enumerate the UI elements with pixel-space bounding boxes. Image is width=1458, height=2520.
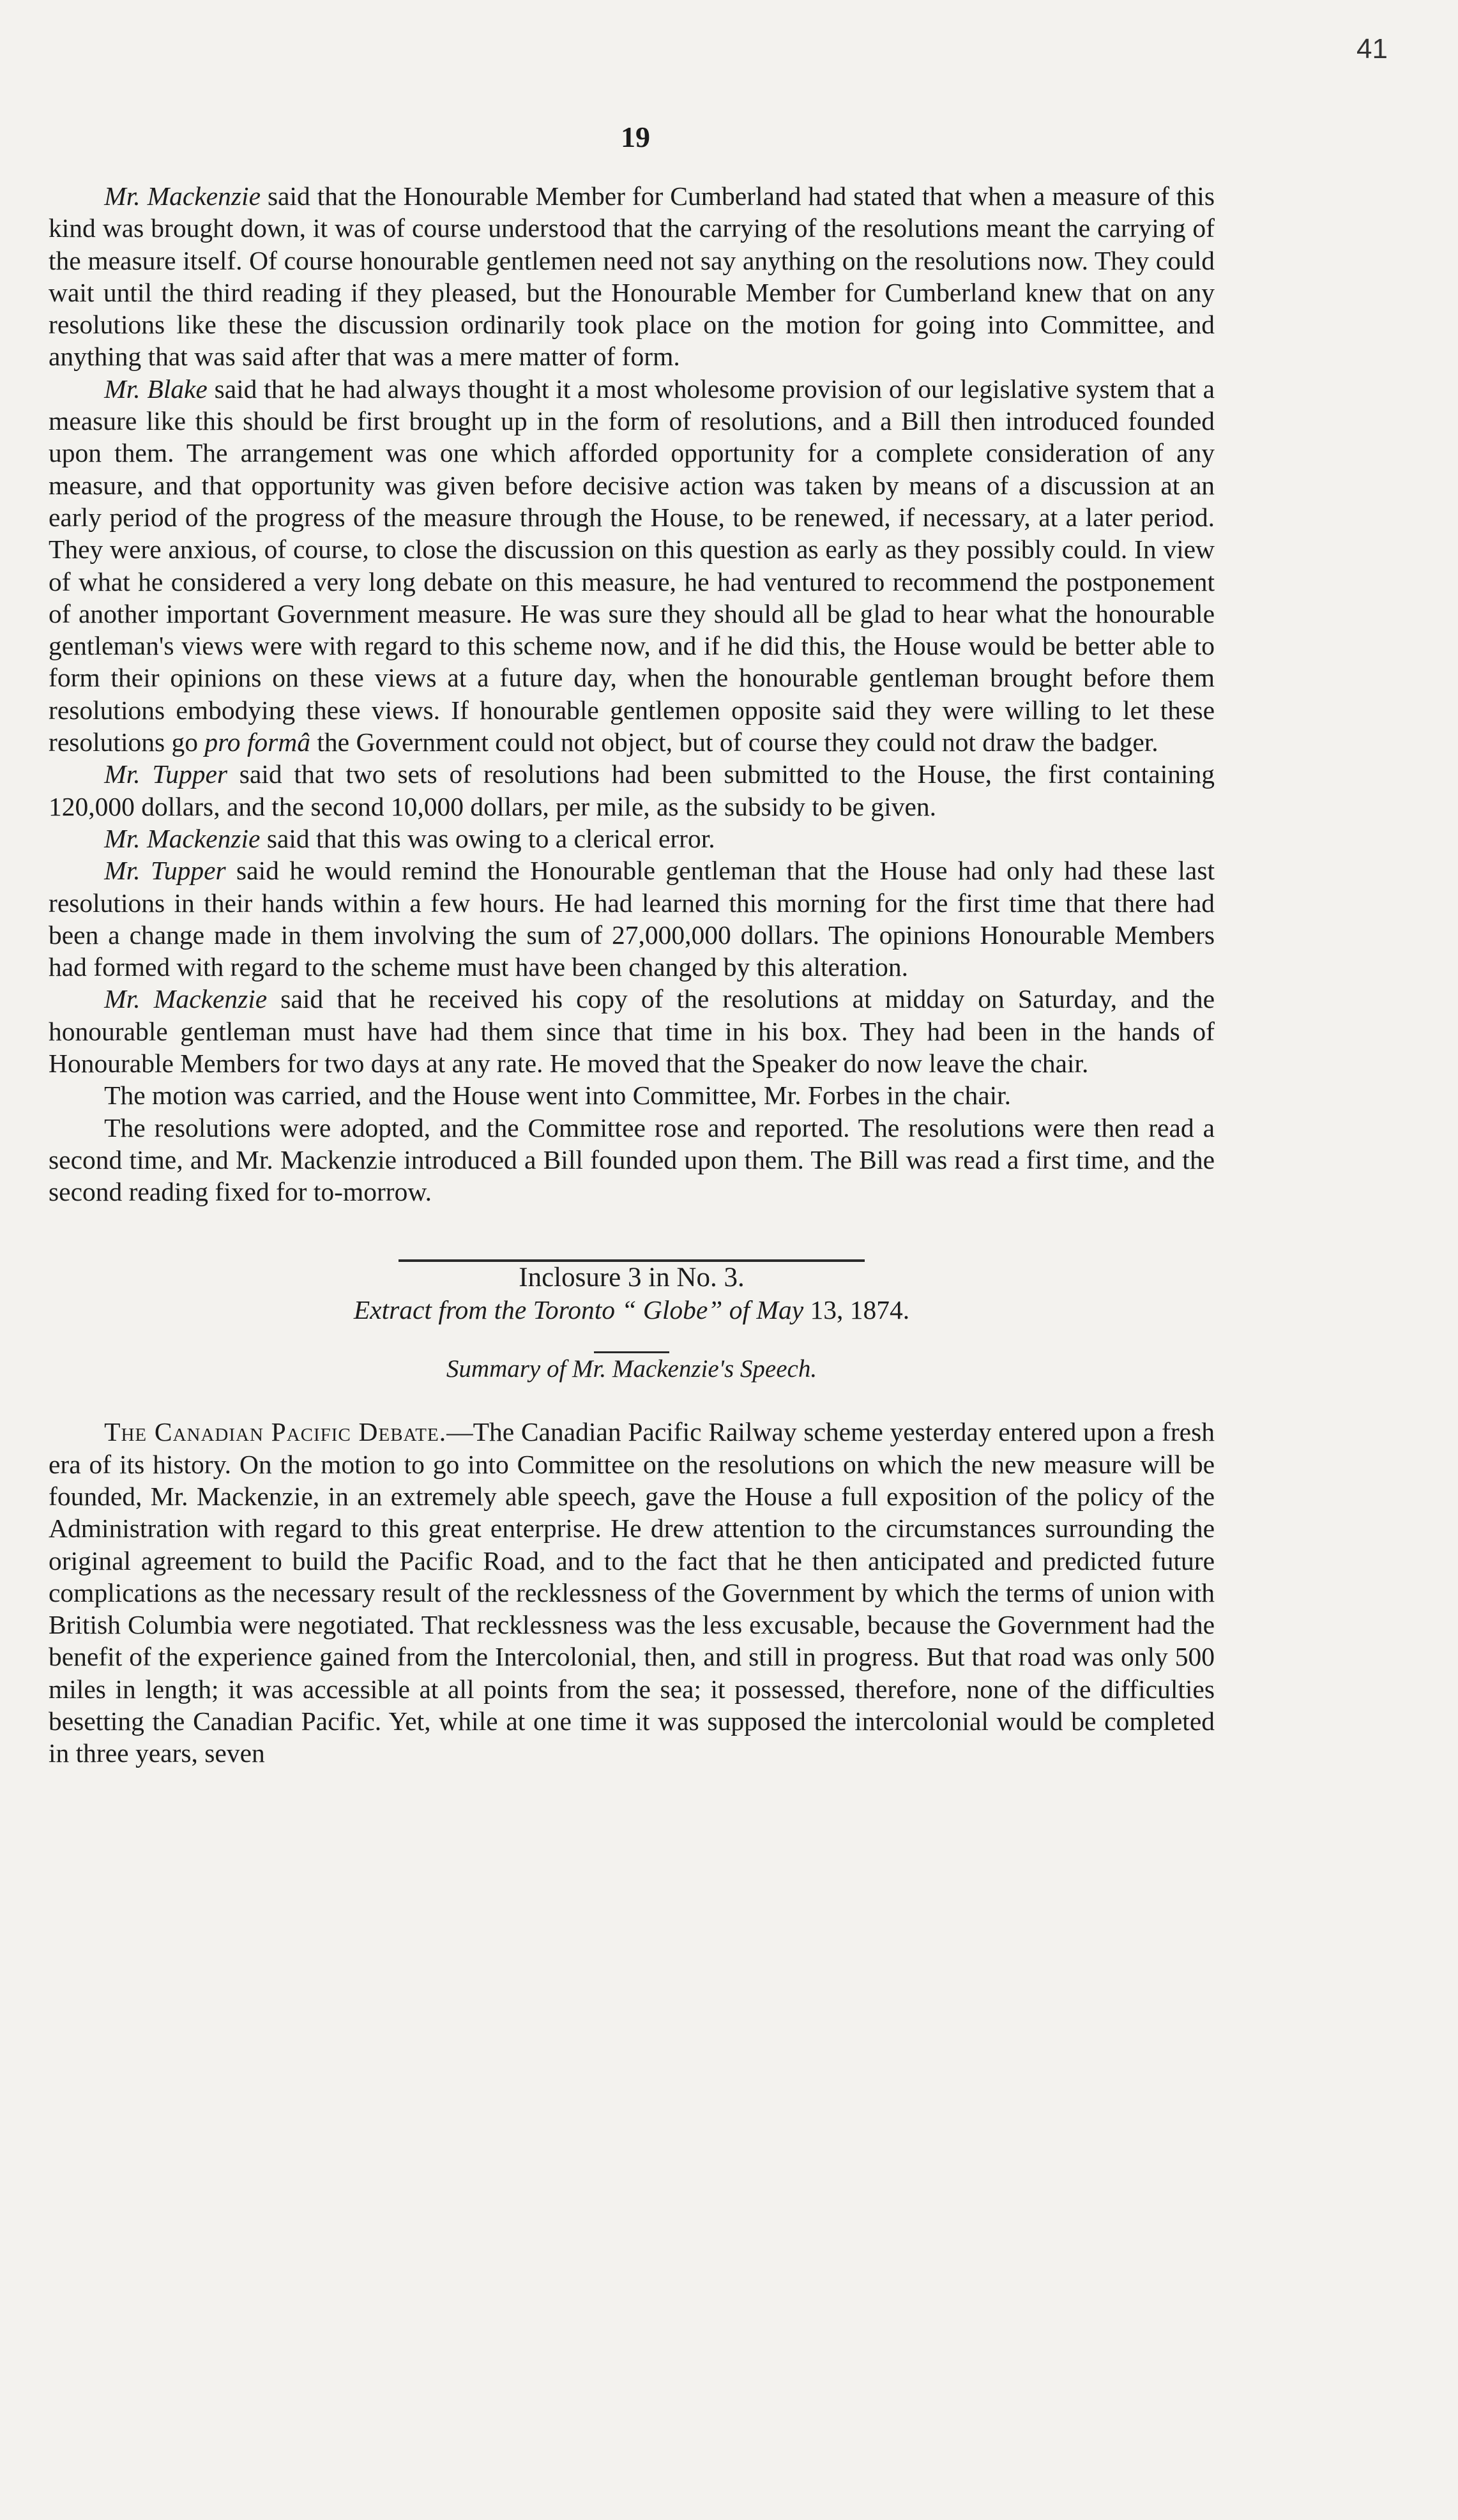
paragraph-text: The resolutions were adopted, and the Committee rose and reported. The resolutions were then read a second time, and Mr. Mackenzie introduced a Bill founded upon them. The Bill was read a first time, and the second reading fixed for to-morrow. [49, 1112, 1215, 1207]
paragraph-4 [49, 823, 1215, 854]
article-lead: The Canadian Pacific Debate. [104, 1417, 447, 1447]
speaker-name: Mr. Blake [104, 374, 208, 404]
speaker-name: Mr. Mackenzie [104, 181, 261, 211]
speaker-name: Mr. Tupper [104, 856, 226, 886]
extract-heading-date: 13, 1874. [810, 1294, 910, 1325]
summary-heading: Summary of Mr. Mackenzie's Speech. [446, 1355, 817, 1383]
paragraph-3 [49, 758, 1215, 823]
paragraph-2 [49, 373, 1215, 759]
article-text: —The Canadian Pacific Railway scheme yesterday entered upon a fresh era of its history. On the motion to go into Committee on the resolutions on which the new measure will be founded, Mr. Mackenzie, in an extremely able speech, gave the House a full exposition of the policy of the Administration with regard to this great enterprise. He drew attention to the circumstances surrounding the original agreement to build the Pacific Road, and to the fact that he then anticipated and predicted future complications as the necessary result of the recklessness of the Government by which the terms of union with British Columbia were negotiated. That recklessness was the less excusable, because the Government had the benefit of the experience gained from the Intercolonial, then, and still in progress. But that road was only 500 miles in length; it was accessible at all points from the sea; it possessed, therefore, none of the difficulties besetting the Canadian Pacific. Yet, while at one time it was supposed the intercolonial would be completed in three years, seven [49, 1417, 1215, 1768]
paragraph-text: said that two sets of resolutions had been submitted to the House, the first containing 120,000 dollars, and the second 10,000 dollars, per mile, as the subsidy to be given. [49, 759, 1215, 821]
inclosure-heading: Inclosure 3 in No. 3. [519, 1262, 745, 1293]
paragraph-text: The motion was carried, and the House went into Committee, Mr. Forbes in the chair. [104, 1081, 1012, 1111]
paragraph-text: said that he had always thought it a most wholesome provision of our legislative system that a measure like this should be first brought up in the form of resolutions, and a Bill then introduced founded upon them. The arrangement was one which afforded opportunity for a complete consideration of any measure, and that opportunity was given before decisive action was taken by means of a discussion at an early period of the progress of the measure through the House, to be renewed, if necessary, at a later period. They were anxious, of course, to close the discussion on this question as early as they possibly could. In view of what he considered a very long debate on this measure, he had ventured to recommend the postponement of another important Government measure. He was sure they should all be glad to hear what the honourable gentleman's views were with regard to this scheme now, and if he did this, the House would be better able to form their opinions on these views at a future day, when the honourable gentleman brought before them resolutions embodying these views. If honourable gentlemen opposite said they were willing to let these resolutions go [49, 374, 1215, 757]
paragraph-text: said that he received his copy of the resolutions at midday on Saturday, and the honourable gentleman must have had them since that time in his box. They had been in the hands of Honourable Members for two days at any rate. He moved that the Speaker do now leave the chair. [49, 984, 1215, 1079]
paragraph-5 [49, 854, 1215, 983]
article-paragraph [49, 1416, 1215, 1769]
extract-heading [49, 1294, 1215, 1326]
paragraph-7 [49, 1079, 1215, 1111]
page-number: 19 [621, 121, 650, 153]
page-body [49, 180, 1215, 1770]
paragraph-text: said that the Honourable Member for Cumberland had stated that when a measure of this kind was brought down, it was of course understood that the carrying of the resolutions meant the carrying of the measure itself. Of course honourable gentlemen need not say anything on the resolutions now. They could wait until the third reading if they pleased, but the Honourable Member for Cumberland knew that on any resolutions like these the discussion ordinarily took place on the motion for going into Committee, and anything that was said after that was a mere matter of form. [49, 181, 1215, 372]
paragraph-8 [49, 1112, 1215, 1208]
paragraph-text-continued: the Government could not object, but of course they could not draw the badger. [310, 727, 1158, 757]
speaker-name: Mr. Mackenzie [104, 823, 261, 853]
italic-phrase: pro formâ [204, 727, 311, 757]
speaker-name: Mr. Tupper [104, 759, 228, 789]
speaker-name: Mr. Mackenzie [104, 984, 268, 1014]
paragraph-1 [49, 180, 1215, 373]
paragraph-text: said that this was owing to a clerical error. [260, 823, 715, 853]
scan-page-number: 41 [1356, 33, 1388, 65]
paragraph-text: said he would remind the Honourable gentleman that the House had only had these last resolutions in their hands within a few hours. He had learned this morning for the first time that there had been a change made in them involving the sum of 27,000,000 dollars. The opinions Honourable Members had formed with regard to the scheme must have been changed by this alteration. [49, 856, 1215, 982]
paragraph-6 [49, 983, 1215, 1079]
extract-heading-text: Extract from the Toronto “ Globe” of May [353, 1294, 810, 1325]
